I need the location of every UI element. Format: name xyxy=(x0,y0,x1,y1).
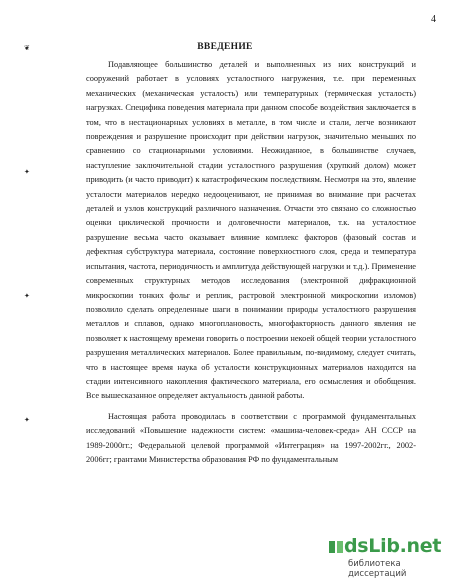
watermark[interactable] xyxy=(324,535,444,579)
margin-mark: ✦ xyxy=(24,416,30,424)
body-text xyxy=(86,58,416,467)
paragraph: Подавляющее большинство деталей и выполненных из них конструкций и сооружений работает в условиях усталостного нагружения, т.е. при переменных механических (механическая усталость) или температурных (термическая усталость) нагрузках. Специфика поведения материала при данном способе воздействия заключается в том, что в нестационарных условиях в металле, в том числе и стали, легче возникают повреждения и разрушение происходит при действии нагрузок, значительно меньших по сравнению со стационарными условиями. Неожиданное, в большинстве случаев, наступление заключительной стадии усталостного разрушения (хрупкий долом) может приводить (и часто приводит) к катастрофическим последствиям. Несмотря на это, явление усталости материалов нередко недооценивают, не принимая во внимание при расчетах деталей и узлов конструкций различного назначения. Отчасти это связано со сложностью оценки циклической прочности и долговечности материалов, т.к. на усталостное разрушение весьма часто оказывает влияние комплекс факторов (фазовый состав и дефектная субструктура материала, состояние поверхностного слоя, среда и температура испытания, частота, периодичность и амплитуда действующей нагрузки и т.д.). Применение современных структурных методов исследования (электронной дифракционной микроскопии тонких фольг и реплик, растровой электронной микроскопии изломов) позволило сделать определенные шаги в понимании природы усталостного разрушения металлов и сплавов, однако многоплановость, многофакторность данного явления не позволяет к настоящему времени говорить о построении некоей общей теории усталостного разрушения металлических материалов. Более правильным, по-видимому, следует считать, что в настоящее время наука об усталости конструкционных материалов находится на стадии интенсивного накопления фактического материала, его осмысления и обобщения. Все вышесказанное определяет актуальность данной работы. xyxy=(86,60,416,401)
margin-mark: ✦ xyxy=(24,292,30,300)
margin-mark: ❦ xyxy=(24,44,30,52)
paragraph: Настоящая работа проводилась в соответствии с программой фундаментальных исследований «Повышение надежности систем: «машина-человек-среда» АН СССР на 1989-2000гг.; Федеральной целевой программой «Интеграция» на 1997-2002гг., 2002-2006гг; грантами Министерства образования РФ по фундаментальным xyxy=(86,411,416,464)
page-number: 4 xyxy=(431,14,436,25)
book-logo-icon xyxy=(328,539,344,555)
watermark-brand: dsLib.net xyxy=(344,535,442,557)
margin-mark: ✦ xyxy=(24,168,30,176)
page-title: ВВЕДЕНИЕ xyxy=(197,42,253,52)
watermark-tagline: библиотека диссертаций xyxy=(348,559,407,579)
